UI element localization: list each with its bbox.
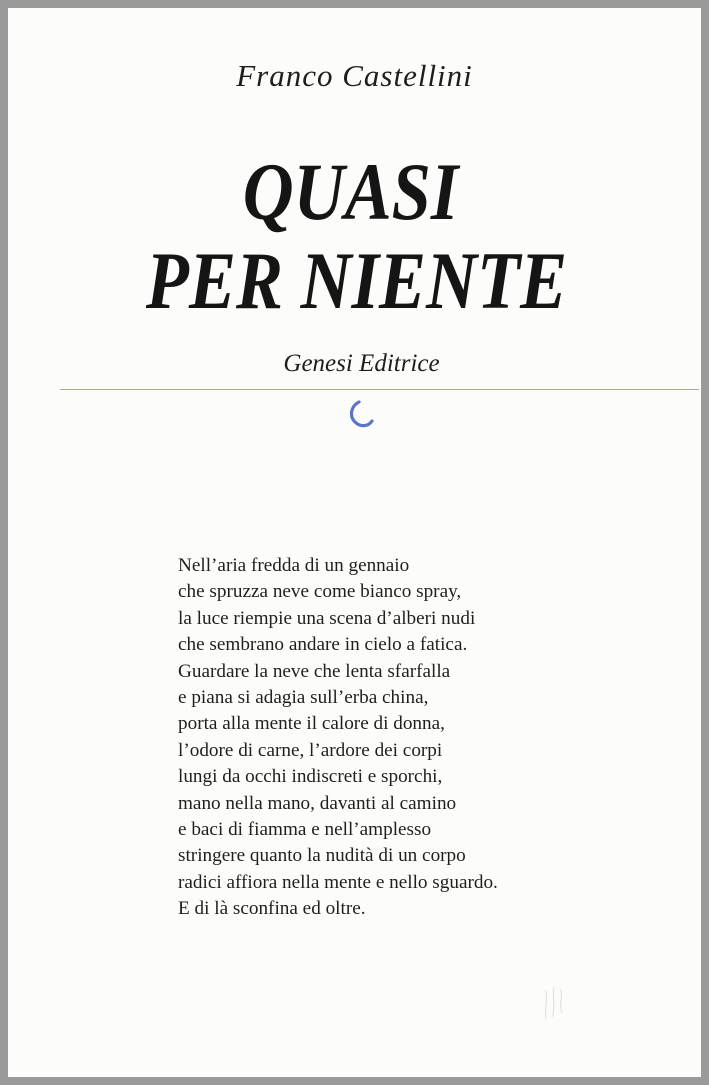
poem-line: e piana si adagia sull’erba china, (178, 687, 429, 709)
poem-line: stringere quanto la nudità di un corpo (178, 845, 466, 867)
swirl-logo-icon (347, 400, 375, 430)
divider-rule (60, 389, 699, 390)
poem-line: radici affiora nella mente e nello sguardo. (178, 871, 498, 893)
faint-scribble-mark (540, 983, 570, 1023)
poem-text (178, 553, 498, 923)
poem-line: che spruzza neve come bianco spray, (178, 581, 462, 603)
poem-line: E di là sconfina ed oltre. (178, 898, 366, 920)
poem-line: lungi da occhi indiscreti e sporchi, (178, 766, 443, 788)
title-line-1: QUASI (242, 146, 459, 237)
title-line-2: PER NIENTE (145, 235, 568, 326)
poem-line: la luce riempie una scena d’alberi nudi (178, 607, 476, 629)
poem-line: mano nella mano, davanti al camino (178, 792, 457, 814)
poem-line: e baci di fiamma e nell’amplesso (178, 819, 432, 841)
poem-line: Guardare la neve che lenta sfarfalla (178, 660, 451, 682)
book-cover (8, 8, 701, 1077)
poem-line: l’odore di carne, l’ardore dei corpi (178, 739, 443, 761)
publisher-name: Genesi Editrice (283, 350, 440, 377)
poem-line: che sembrano andare in cielo a fatica. (178, 634, 468, 656)
poem-line: porta alla mente il calore di donna, (178, 713, 445, 735)
author-name: Franco Castellini (236, 58, 473, 93)
poem-line: Nell’aria fredda di un gennaio (178, 555, 410, 576)
